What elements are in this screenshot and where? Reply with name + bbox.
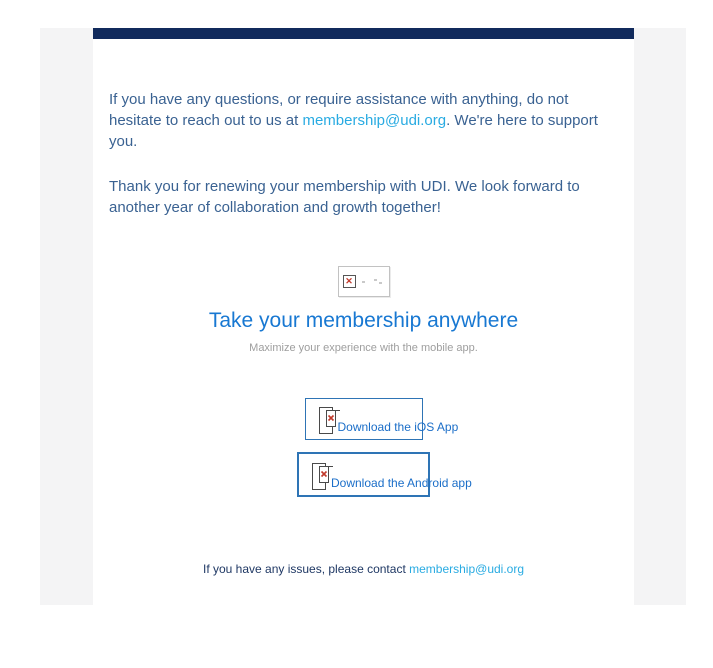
membership-email-link[interactable]: membership@udi.org bbox=[302, 112, 447, 129]
email-viewport-right-gutter bbox=[634, 28, 686, 605]
broken-image-placeholder bbox=[338, 266, 390, 297]
email-header-bar bbox=[93, 28, 634, 39]
support-paragraph-text: If you have any questions, or require assistance with anything, do not hesitate to reach out to us at bbox=[109, 91, 569, 129]
footer-contact-line bbox=[93, 562, 634, 576]
download-android-button[interactable] bbox=[297, 452, 472, 497]
email-viewport-left-gutter bbox=[40, 28, 93, 605]
promo-subheading: Maximize your experience with the mobile app. bbox=[249, 342, 478, 354]
promo-heading: Take your membership anywhere bbox=[208, 309, 519, 332]
thank-you-paragraph: Thank you for renewing your membership with UDI. We look forward to another year of collaboration and growth together! bbox=[109, 178, 580, 216]
support-paragraph bbox=[109, 89, 606, 152]
footer-membership-email-link[interactable]: membership@udi.org bbox=[409, 562, 525, 576]
download-ios-label: Download the iOS App bbox=[337, 420, 459, 434]
support-paragraph-text-after: . We're here to support you. bbox=[109, 112, 598, 150]
broken-image-alt-remnants bbox=[356, 277, 389, 287]
download-android-label: Download the Android app bbox=[331, 476, 472, 490]
footer-contact-text: If you have any issues, please contact bbox=[202, 562, 410, 576]
download-ios-button[interactable] bbox=[305, 398, 459, 440]
broken-image-icon: ✕ bbox=[343, 275, 356, 288]
email-body bbox=[93, 28, 634, 605]
